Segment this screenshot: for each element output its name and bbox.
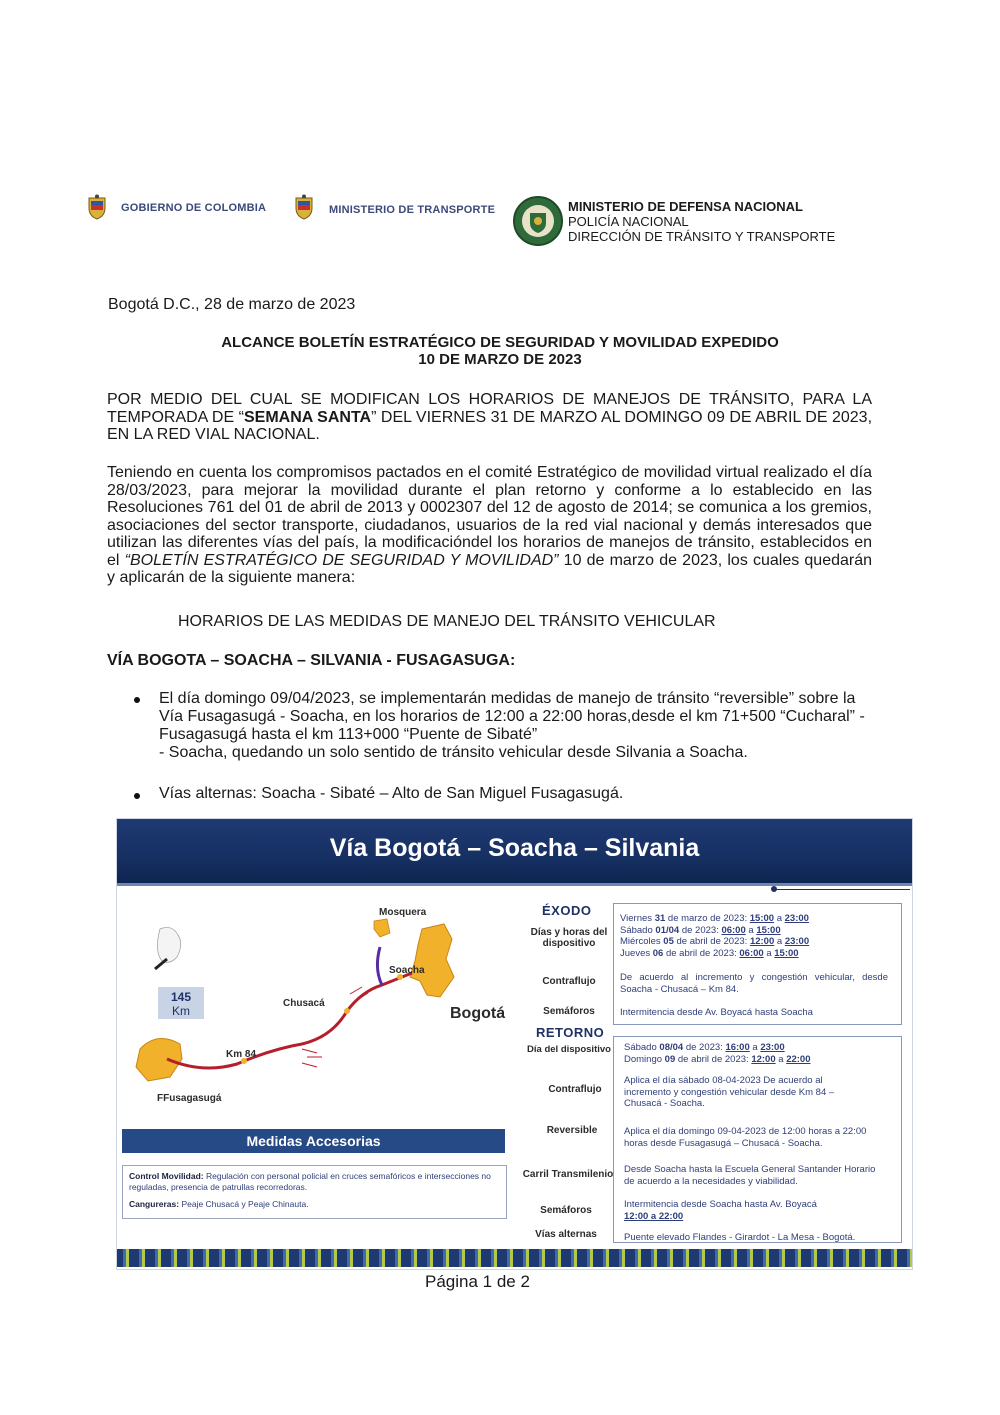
infographic-title: Vía Bogotá – Soacha – Silvania (117, 819, 912, 883)
retorno-dias-list: Sábado 08/04 de 2023: 16:00 a 23:00 Domingo 09 de abril de 2023: 12:00 a 22:00 (624, 1042, 811, 1065)
retorno-label-alternas: Vías alternas (535, 1229, 597, 1240)
map-label-fusagasuga: FFusagasugá (157, 1093, 222, 1104)
exodo-contraflujo: De acuerdo al incremento y congestión vehicular, desde Soacha - Chusacá – Km 84. (620, 972, 888, 995)
ministerio-logo-text: MINISTERIO DE TRANSPORTE (329, 204, 496, 216)
bullet-dot (134, 697, 140, 703)
map-label-soacha: Soacha (389, 965, 425, 976)
medidas-cangureras: Cangureras: Peaje Chusacá y Peaje Chinauta. (129, 1199, 309, 1209)
retorno-label-semaforos: Semáforos (540, 1205, 592, 1216)
page-number: Página 1 de 2 (425, 1272, 530, 1291)
medidas-title: Medidas Accesorias (122, 1129, 505, 1153)
exodo-rule (772, 889, 910, 890)
infographic (116, 818, 913, 1270)
medidas-box (122, 1165, 507, 1219)
header (0, 185, 1000, 255)
map-label-chusaca: Chusacá (283, 998, 325, 1009)
infographic-footer-bar (117, 1249, 912, 1267)
map-label-km84: Km 84 (226, 1049, 257, 1060)
exodo-rule-dot (771, 886, 777, 892)
exodo-title: ÉXODO (542, 903, 592, 918)
bullet-alternas: Vías alternas: Soacha - Sibaté – Alto de San Miguel Fusagasugá. (159, 785, 624, 802)
medidas-control: Control Movilidad: Regulación con personal policial en cruces semafóricos e intersecciones no reguladas, presencia de patrullas recorredoras. (129, 1171, 491, 1192)
exodo-label-contraflujo: Contraflujo (542, 976, 596, 987)
exodo-label-semaforos: Semáforos (543, 1006, 595, 1017)
retorno-label-transmilenio: Carril Transmilenio (522, 1169, 614, 1180)
gobierno-logo-text: GOBIERNO DE COLOMBIA (121, 202, 267, 214)
exodo-label-dias: Días y horas del dispositivo (530, 927, 608, 949)
route-heading: VÍA BOGOTA – SOACHA – SILVANIA - FUSAGASUGA: (107, 652, 516, 669)
bullet-reversible: El día domingo 09/04/2023, se implementarán medidas de manejo de tránsito “reversible” sobre la Vía Fusagasugá - Soacha, en los horarios de 12:00 a 22:00 horas,desde el km 71+500 “Cucharal” - Fusagasugá hasta el km 113+000 “Puente de Sibaté” - Soacha, quedando un solo sentido de tránsito vehicular desde Silvania a Soacha. (159, 690, 865, 761)
retorno-reversible: Aplica el día domingo 09-04-2023 de 12:00 horas a 22:00 horas desde Fusagasugá – Chusacá - Soacha. (624, 1126, 867, 1149)
policia-logo-text: MINISTERIO DE DEFENSA NACIONAL POLICÍA NACIONAL DIRECCIÓN DE TRÁNSITO Y TRANSPORTE (568, 199, 836, 244)
exodo-dias-list: Viernes 31 de marzo de 2023: 15:00 a 23:00 Sábado 01/04 de 2023: 06:00 a 15:00 Miércoles 05 de abril de 2023: 12:00 a 23:00 Jueves 06 de abril de 2023: 06:00 a 15:00 (620, 913, 810, 959)
map-label-bogota: Bogotá (450, 1005, 506, 1022)
exodo-semaforos: Intermitencia desde Av. Boyacá hasta Soacha (620, 1007, 813, 1018)
colombia-shield-icon (87, 194, 107, 220)
date-line: Bogotá D.C., 28 de marzo de 2023 (108, 296, 356, 313)
measures-subheading: HORARIOS DE LAS MEDIDAS DE MANEJO DEL TRÁNSITO VEHICULAR (178, 613, 716, 630)
document-title: ALCANCE BOLETÍN ESTRATÉGICO DE SEGURIDAD Y MOVILIDAD EXPEDIDO 10 DE MARZO DE 2023 (221, 334, 779, 368)
retorno-label-contraflujo: Contraflujo (548, 1084, 602, 1095)
distance-label: 145 Km (170, 990, 192, 1018)
retorno-alternas: Puente elevado Flandes - Girardot - La Mesa - Bogotá. (624, 1232, 856, 1243)
retorno-transmilenio: Desde Soacha hasta la Escuela General Santander Horario de acuerdo a la necesidades y viabilidad. (624, 1164, 876, 1187)
policia-emblem-icon (512, 195, 564, 247)
intro-paragraph: POR MEDIO DEL CUAL SE MODIFICAN LOS HORARIOS DE MANEJOS DE TRÁNSITO, PARA LA TEMPORADA DE “SEMANA SANTA” DEL VIERNES 31 DE MARZO AL DOMINGO 09 DE ABRIL DE 2023, EN LA RED VIAL NACIONAL. (107, 391, 873, 443)
retorno-label-dia: Día del dispositivo (527, 1044, 611, 1055)
bullet-dot (134, 793, 140, 799)
ministerio-shield-icon (294, 194, 314, 220)
retorno-label-reversible: Reversible (546, 1125, 598, 1136)
retorno-title: RETORNO (536, 1025, 605, 1040)
retorno-contraflujo: Aplica el día sábado 08-04-2023 De acuerdo al incremento y congestión vehicular desde Km 84 – Chusacá - Soacha. (624, 1075, 835, 1109)
header-underline (117, 883, 912, 886)
map-label-mosquera: Mosquera (379, 907, 427, 918)
retorno-semaforos: Intermitencia desde Soacha hasta Av. Boyacá 12:00 a 22:00 (624, 1199, 817, 1222)
body-paragraph: Teniendo en cuenta los compromisos pactados en el comité Estratégico de movilidad virtual realizado el día 28/03/2023, para mejorar la movilidad durante el plan retorno y conforme a lo establecido en las Resoluciones 761 del 01 de abril de 2013 y 0002307 del 12 de agosto de 2014; se comunica a los gremios, asociaciones del sector transporte, ciudadanos, usuarios de la red vial nacional y demás interesados que utilizan las diferentes vías del país, la modificacióndel los horarios de manejos de tránsito, establecidos en el “BOLETÍN ESTRATÉGICO DE SEGURIDAD Y MOVILIDAD” 10 de marzo de 2023, los cuales quedarán y aplicarán de la siguiente manera: (107, 464, 873, 586)
